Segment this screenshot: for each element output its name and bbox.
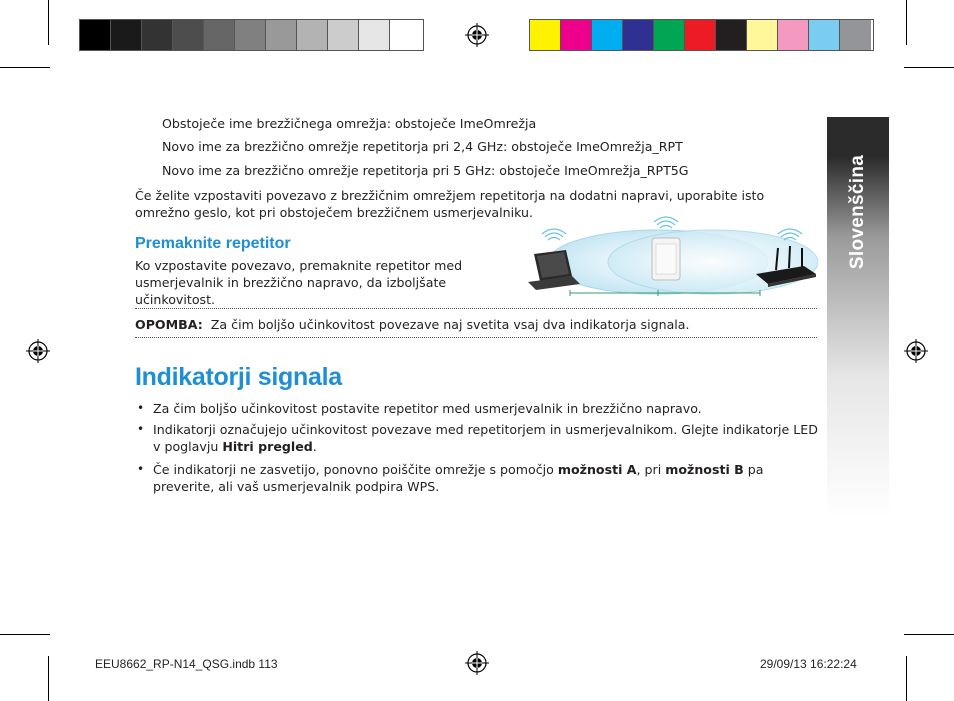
bullet-3-text: Če indikatorji ne zasvetijo, ponovno poiščite omrežje s pomočjo	[153, 462, 558, 477]
repeater-5ghz-name-line: Novo ime za brezžično omrežje repetitorja pri 5 GHz: obstoječe ImeOmrežja_RPT5G	[162, 163, 689, 178]
registration-mark-icon	[465, 651, 489, 675]
bullet-icon: •	[137, 401, 145, 415]
footer-file-info: EEU8662_RP-N14_QSG.indb 113	[95, 657, 278, 671]
bullet-icon: •	[137, 422, 145, 436]
process-color-bar	[529, 19, 874, 51]
router-coverage-area	[608, 230, 818, 294]
repeater-24ghz-name-line: Novo ime za brezžično omrežje repetitorja pri 2,4 GHz: obstoječe ImeOmrežja_RPT	[162, 139, 683, 154]
crop-mark	[904, 634, 954, 635]
wifi-signal-icon	[542, 229, 566, 240]
color-swatch	[390, 20, 421, 50]
color-swatch	[654, 20, 685, 50]
color-swatch	[530, 20, 561, 50]
indicators-bullet-2	[153, 421, 818, 455]
color-swatch	[592, 20, 623, 50]
move-repeater-body: Ko vzpostavite povezavo, premaknite repetitor med usmerjevalnik in brezžično napravo, da izboljšate učinkovitost.	[135, 258, 463, 307]
color-swatch	[142, 20, 173, 50]
bullet-3-end: pa preverite, ali vaš usmerjevalnik podpira WPS.	[153, 462, 764, 494]
bullet-2-text: Indikatorji označujejo učinkovitost povezave med repetitorjem in usmerjevalnikom. Glejte indikatorje LED v poglavju	[153, 422, 818, 454]
move-repeater-heading: Premaknite repetitor	[135, 235, 291, 252]
crop-mark	[48, 656, 49, 701]
color-swatch	[204, 20, 235, 50]
wifi-signal-icon	[654, 217, 678, 228]
color-swatch	[747, 20, 778, 50]
color-swatch	[359, 20, 390, 50]
color-swatch	[840, 20, 871, 50]
crop-mark	[0, 67, 50, 68]
crop-mark	[906, 0, 907, 45]
color-swatch	[266, 20, 297, 50]
color-swatch	[80, 20, 111, 50]
color-swatch	[561, 20, 592, 50]
crop-mark	[906, 656, 907, 701]
note-label: OPOMBA:	[135, 317, 203, 332]
divider-dotted	[135, 308, 817, 309]
color-swatch	[778, 20, 809, 50]
option-b-ref: možnosti B	[665, 462, 744, 477]
color-swatch	[235, 20, 266, 50]
note	[135, 316, 690, 333]
color-swatch	[297, 20, 328, 50]
divider-dotted	[135, 337, 817, 338]
registration-mark-icon	[904, 339, 928, 363]
note-text: Za čim boljšo učinkovitost povezave naj svetita vsaj dva indikatorja signala.	[210, 317, 690, 332]
color-swatch	[685, 20, 716, 50]
option-a-ref: možnosti A	[557, 462, 637, 477]
repeater-placement-illustration	[528, 210, 818, 300]
bullet-icon: •	[137, 462, 145, 476]
bullet-2-end: .	[312, 439, 317, 454]
repeater-icon	[652, 238, 680, 280]
quick-overview-ref: Hitri pregled	[222, 439, 313, 454]
crop-mark	[904, 67, 954, 68]
color-swatch	[809, 20, 840, 50]
indicators-bullet-3	[153, 461, 818, 495]
color-swatch	[623, 20, 654, 50]
crop-mark	[0, 634, 50, 635]
color-swatch	[716, 20, 747, 50]
signal-indicators-title: Indikatorji signala	[135, 363, 342, 391]
color-swatch	[328, 20, 359, 50]
existing-network-name-line: Obstoječe ime brezžičnega omrežja: obstoječe ImeOmrežja	[162, 116, 537, 131]
color-swatch	[111, 20, 142, 50]
crop-mark	[48, 0, 49, 45]
grayscale-color-bar	[79, 19, 424, 51]
language-tab-label: Slovenščina	[847, 154, 868, 270]
bullet-3-mid: , pri	[636, 462, 666, 477]
indicators-bullet-1: Za čim boljšo učinkovitost postavite repetitor med usmerjevalnik in brezžično napravo.	[153, 401, 702, 416]
registration-mark-icon	[465, 23, 489, 47]
footer-timestamp: 29/09/13 16:22:24	[760, 657, 857, 671]
color-swatch	[173, 20, 204, 50]
intro-paragraph: Če želite vzpostaviti povezavo z brezžičnim omrežjem repetitorja na dodatni napravi, uporabite isto omrežno geslo, kot pri obstoječem brezžičnem usmerjevalniku.	[135, 188, 765, 220]
registration-mark-icon	[26, 339, 50, 363]
